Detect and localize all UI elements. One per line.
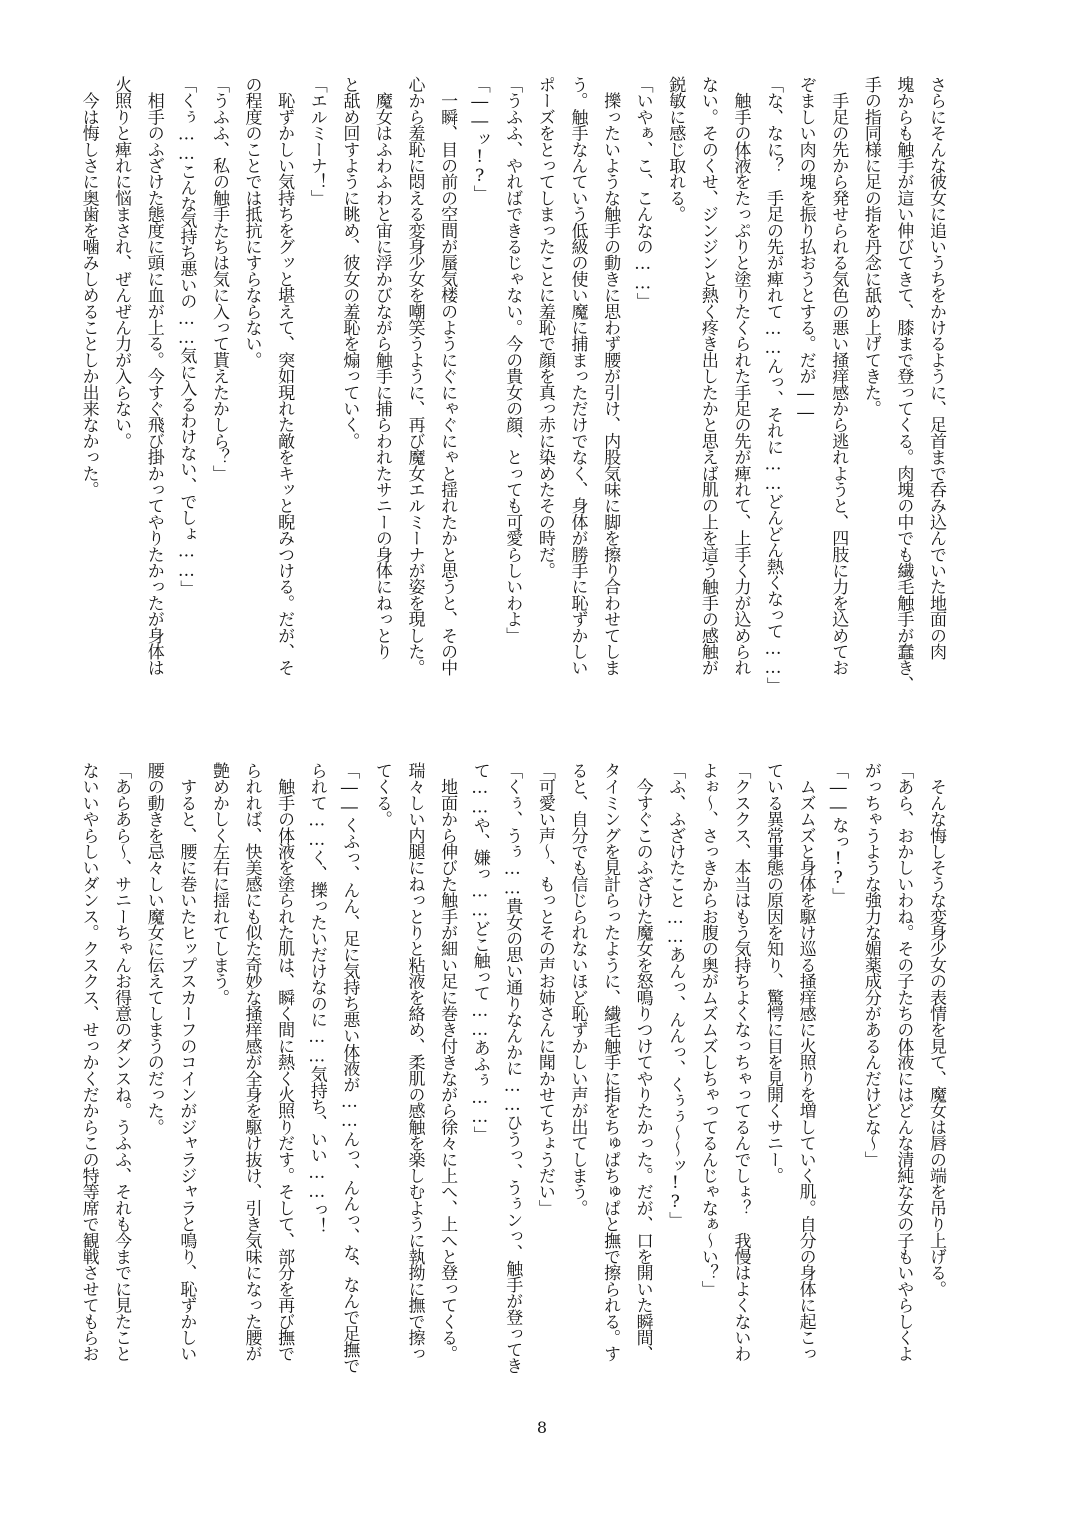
text-line: 艶めかしく左右に揺れてしまう。 (208, 762, 229, 1006)
text-line: 「可愛い声～、もっとその声お姉さんに聞かせてちょうだい」 (534, 762, 555, 1216)
text-line: て……や、嫌っ……どこ触って……あふぅ……」 (469, 762, 490, 1143)
text-line: 「いやぁ、こ、こんなの……」 (632, 76, 653, 309)
page-number: 8 (536, 1418, 548, 1437)
text-line: 触手の体液を塗られた肌は、瞬く間に熱く火照りだす。そして、部分を再び撫で (274, 762, 295, 1362)
text-line: 「――なっ!?」 (828, 762, 849, 904)
text-line: 「――くふっ、んん、足に気持ち悪い体液が……んっ、んんっ、な、なんで足撫で (339, 762, 360, 1374)
text-line: 今は悔しさに奥歯を噛みしめることしか出来なかった。 (78, 76, 99, 498)
text-line: ると、自分でも信じられないほど恥ずかしい声が出てしまう。 (567, 762, 588, 1216)
lower-text-block (78, 762, 952, 1374)
text-line: そんな悔しそうな変身少女の表情を見て、魔女は唇の端を吊り上げる。 (926, 762, 946, 1297)
text-line: ている異常事態の原因を知り、驚愕に目を見開くサニー。 (763, 762, 784, 1184)
text-line: がっちゃうような強力な媚薬成分があるんだけどな～」 (860, 762, 881, 1168)
text-line: 「な、なに？ 手足の先が痺れて……んっ、それに……どんどん熱くなって……」 (763, 76, 784, 694)
text-line: 触手の体液をたっぷりと塗りたくられた手足の先が痺れて、上手く力が込められ (730, 76, 751, 676)
text-line: 「くぅ……こんな気持ち悪いの……気に入るわけない、でしょ……」 (176, 76, 197, 597)
text-line: 「ふ、ふざけたこと……あんっ、んんっ、くぅぅ～～ッ!?」 (665, 762, 686, 1228)
text-line: 「くぅ、うぅ……貴女の思い通りなんかに……ひうっ、うぅンっ、触手が登ってき (502, 762, 523, 1374)
text-line: 腰の動きを忌々しい魔女に伝えてしまうのだった。 (143, 762, 164, 1135)
text-line: 手足の先から発せられる気色の悪い掻痒感から逃れようと、四肢に力を込めてお (828, 76, 849, 676)
text-line: 「――ッ!?」 (469, 76, 490, 202)
text-line: すると、腰に巻いたヒップスカーフのコインがジャラジャラと鳴り、恥ずかしい (176, 762, 197, 1362)
text-line: 今すぐこのふざけた魔女を怒鳴りつけてやりたかった。だが、口を開いた瞬間、 (632, 762, 653, 1362)
text-line: 心から羞恥に悶える変身少女を嘲笑うように、再び魔女エルミーナが姿を現した。 (404, 76, 425, 676)
text-line: ない。そのくせ、ジンジンと熱く疼き出したかと思えば肌の上を這う触手の感触が (697, 76, 718, 676)
text-line: 火照りと痺れに悩まされ、ぜんぜん力が入らない。 (111, 76, 132, 449)
text-line: られて……く、擽ったいだけなのに……気持ち、いい……っ！ (306, 762, 327, 1234)
text-line: てくる。 (371, 762, 392, 827)
text-line: ポーズをとってしまったことに羞恥で顔を真っ赤に染めたその時だ。 (534, 76, 555, 579)
text-line: さらにそんな彼女に追いうちをかけるように、足首まで呑み込んでいた地面の肉 (926, 76, 946, 660)
text-line: 魔女はふわふわと宙に浮かびながら触手に捕らわれたサニーの身体にねっとり (371, 76, 392, 660)
text-line: う。触手なんていう低級の使い魔に捕まっただけでなく、身体が勝手に恥ずかしい (567, 76, 588, 676)
text-line: 恥ずかしい気持ちをグッと堪えて、突如現れた敵をキッと睨みつける。だが、そ (274, 76, 295, 676)
upper-text-block (78, 76, 952, 694)
text-line: ないいやらしいダンス。クスクス、せっかくだからこの特等席で観戦させてもらお (78, 762, 99, 1362)
text-line: 擽ったいような触手の動きに思わず腰が引け、内股気味に脚を擦り合わせてしま (600, 76, 621, 676)
text-line: 「うふふ、私の触手たちは気に入って貰えたかしら？」 (208, 76, 229, 482)
text-line: ムズムズと身体を駆け巡る掻痒感に火照りを増していく肌。自分の身体に起こっ (795, 762, 816, 1362)
text-line: と舐め回すように眺め、彼女の羞恥を煽っていく。 (339, 76, 360, 449)
text-line: 「あら、おかしいわね。その子たちの体液にはどんな清純な女の子もいやらしくよ (893, 762, 914, 1362)
text-line: の程度のことでは抵抗にすらならない。 (241, 76, 262, 368)
text-line: 手の指同様に足の指を丹念に舐め上げてきた。 (860, 76, 881, 417)
text-line: 「あらあら～、サニーちゃんお得意のダンスね。うふふ、それも今までに見たこと (111, 762, 132, 1362)
text-line: 「エルミーナ！」 (306, 76, 327, 206)
text-line: 「クスクス、本当はもう気持ちよくなっちゃってるんでしょ？ 我慢はよくないわ (730, 762, 751, 1362)
text-line: られれば、快美感にも似た奇妙な掻痒感が全身を駆け抜け、引き気味になった腰が (241, 762, 262, 1362)
text-line: 塊からも触手が這い伸びてきて、膝まで登ってくる。肉塊の中でも繊毛触手が蠢き、 (893, 76, 914, 692)
text-line: よぉ～、さっきからお腹の奥がムズムズしちゃってるんじゃなぁ～い？」 (697, 762, 718, 1297)
text-line: 瑞々しい内腿にねっとりと粘液を絡め、柔肌の感触を楽しむように執拗に撫で擦っ (404, 762, 425, 1362)
text-line: ぞましい肉の塊を振り払おうとする。だが―― (795, 76, 816, 423)
text-line: 鋭敏に感じ取れる。 (665, 76, 686, 222)
text-line: タイミングを見計らったように、繊毛触手に指をちゅぱちゅぱと撫で擦られる。す (600, 762, 621, 1362)
text-line: 相手のふざけた態度に頭に血が上る。今すぐ飛び掛かってやりたかったが身体は (143, 76, 164, 676)
text-line: 「うふふ、やればできるじゃない。今の貴女の顔、とっても可愛らしいわよ」 (502, 76, 523, 644)
text-line: 地面から伸びた触手が細い足に巻き付きながら徐々に上へ、上へと登ってくる。 (437, 762, 458, 1362)
text-line: 一瞬、目の前の空間が蜃気楼のようにぐにゃぐにゃと揺れたかと思うと、その中 (437, 76, 458, 676)
